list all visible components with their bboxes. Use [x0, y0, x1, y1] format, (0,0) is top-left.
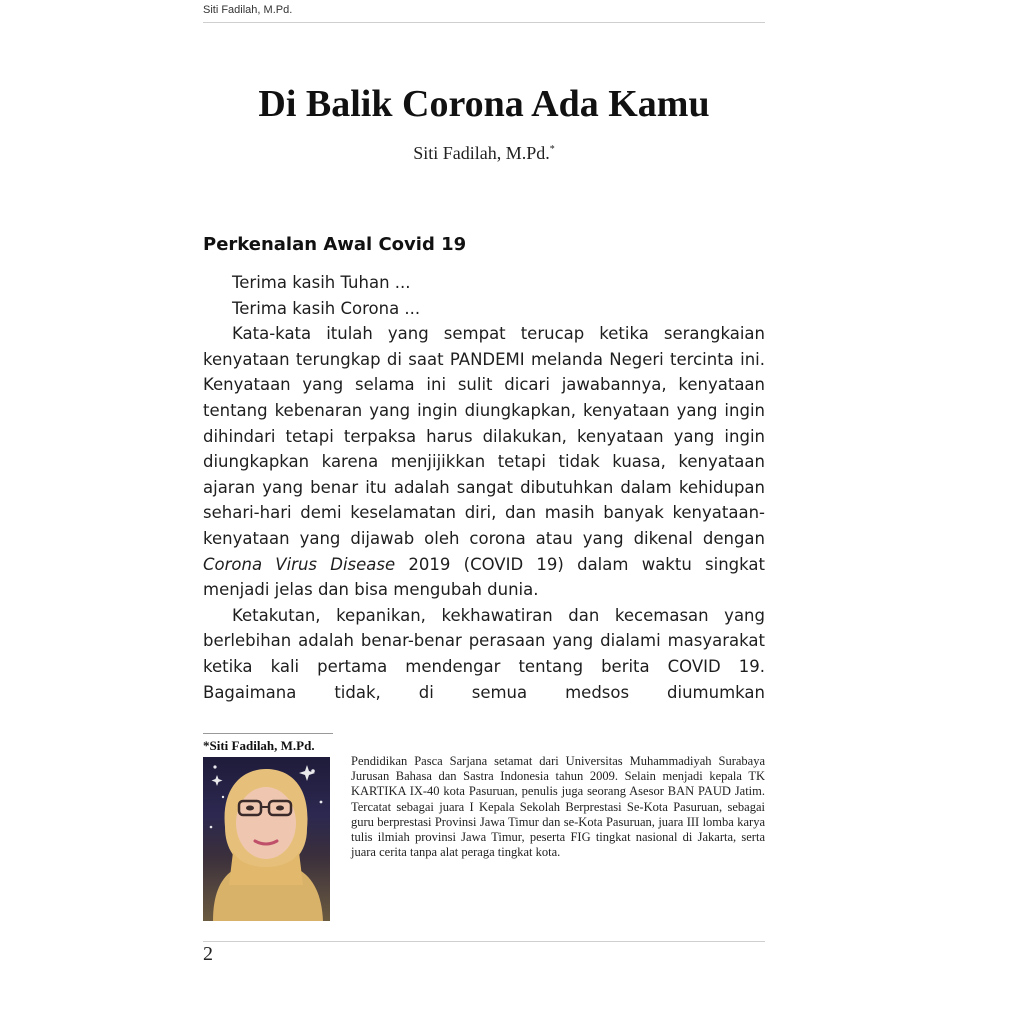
paragraph	[203, 321, 765, 603]
paragraph-text: 2019 (COVID 19) dalam waktu singkat menjadi jelas dan bisa mengubah dunia.	[203, 554, 765, 600]
paragraph: Terima kasih Corona ...	[232, 298, 421, 318]
paragraph: Ketakutan, kepanikan, kekhawatiran dan kecemasan yang berlebihan adalah benar-benar perasaan yang dialami masyarakat ketika kali pertama mendengar tentang berita COVID 19. Bagaimana tidak, di semua medsos diumumkan	[203, 605, 765, 702]
running-head: Siti Fadilah, M.Pd.	[203, 4, 293, 16]
section-heading: Perkenalan Awal Covid 19	[203, 234, 467, 255]
body-text	[203, 270, 765, 705]
author-line	[203, 143, 765, 164]
header-divider	[203, 22, 765, 23]
author-name: Siti Fadilah, M.Pd.	[413, 143, 550, 163]
chapter-title: Di Balik Corona Ada Kamu	[258, 83, 710, 125]
author-bio: Pendidikan Pasca Sarjana setamat dari Universitas Muhammadiyah Surabaya Jurusan Bahasa dan Sastra Indonesia tahun 2009. Selain menjadi kepala TK KARTIKA IX-40 kota Pasuruan, penulis juga seorang Asesor BAN PAUD Jatim. Tercatat sebagai juara I Kepala Sekolah Berprestasi Se-Kota Pasuruan, sebagai guru berprestasi Provinsi Jawa Timur dan se-Kota Pasuruan, juara III lomba karya tulis ilmiah provinsi Jawa Timur, peserta FIG tingkat nasional di Jakarta, serta juara cerita tanpa alat peraga tingkat kota.	[351, 754, 765, 860]
footnote-divider	[203, 733, 333, 734]
paragraph-text: Kata-kata itulah yang sempat terucap ketika serangkaian kenyataan terungkap di saat PANDEMI melanda Negeri tercinta ini. Kenyataan yang selama ini sulit dicari jawabannya, kenyataan tentang kebenaran yang ingin diungkapkan, kenyataan yang ingin dihindari tetapi terpaksa harus dilakukan, kenyataan yang ingin diungkapkan karena menjijikkan tetapi tidak kuasa, kenyataan ajaran yang benar itu adalah sangat dibutuhkan dalam kehidupan sehari-hari demi keselamatan diri, dan masih banyak kenyataan-kenyataan yang dijawab oleh corona atau yang dikenal dengan	[203, 324, 765, 548]
author-footnote-mark: *	[549, 144, 555, 155]
footnote-author-name: *Siti Fadilah, M.Pd.	[203, 738, 315, 753]
author-photo	[203, 757, 330, 921]
footer-divider	[203, 941, 765, 942]
page-number: 2	[203, 943, 213, 965]
author-portrait-illustration	[203, 757, 330, 921]
paragraph-italic-text: Corona Virus Disease	[203, 554, 396, 574]
paragraph: Terima kasih Tuhan ...	[232, 273, 411, 292]
